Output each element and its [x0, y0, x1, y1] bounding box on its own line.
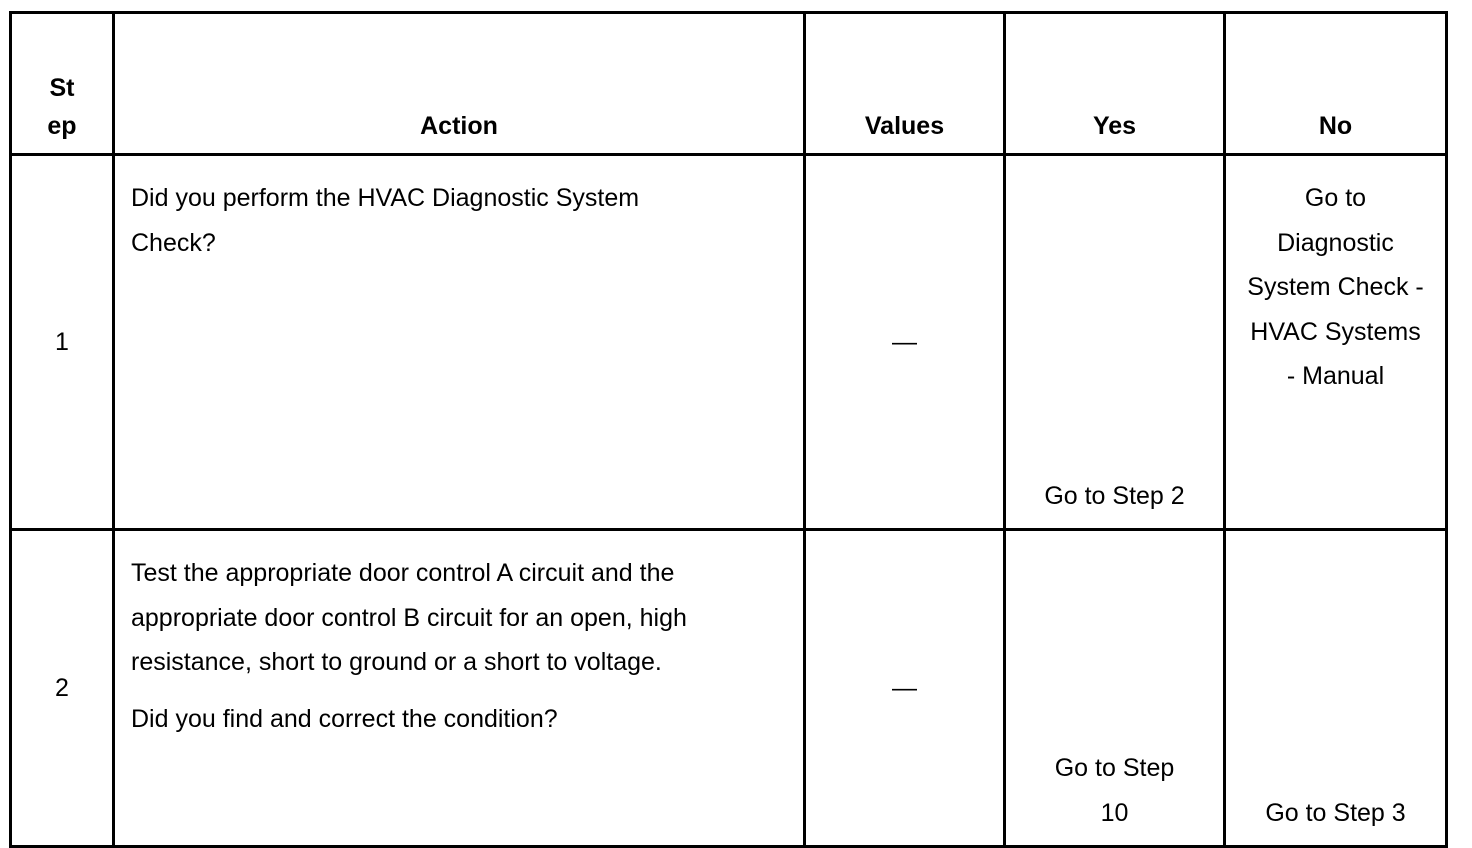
no-link[interactable]: Go to Diagnostic System Check - HVAC Systems - Manual — [1247, 184, 1424, 390]
step-number-cell: 2 — [11, 530, 114, 847]
action-question: Did you find and correct the condition? — [131, 704, 558, 733]
diagnostic-table — [9, 11, 1448, 848]
action-cell — [114, 530, 805, 847]
table-row — [11, 530, 1447, 847]
action-cell — [114, 155, 805, 530]
header-yes — [1005, 13, 1225, 155]
header-no — [1225, 13, 1447, 155]
step-number-cell: 1 — [11, 155, 114, 530]
no-cell — [1225, 155, 1447, 530]
no-link[interactable]: Go to Step 3 — [1265, 798, 1406, 827]
header-action-label: Action — [420, 112, 498, 140]
table-header-row — [11, 13, 1447, 155]
yes-cell — [1005, 155, 1225, 530]
header-values-label: Values — [864, 112, 945, 140]
yes-cell — [1005, 530, 1225, 847]
header-no-label: No — [1318, 112, 1353, 140]
header-values — [805, 13, 1005, 155]
header-yes-label: Yes — [1092, 112, 1137, 140]
table-row — [11, 155, 1447, 530]
header-step — [11, 13, 114, 155]
no-cell — [1225, 530, 1447, 847]
yes-link[interactable]: Go to Step 2 — [1044, 481, 1185, 510]
yes-link[interactable]: Go to Step 10 — [1054, 754, 1175, 827]
action-text: Test the appropriate door control A circuit and the appropriate door control B circuit for an open, high resistance, short to ground or a short to voltage. — [131, 559, 687, 676]
action-text: Did you perform the HVAC Diagnostic System Check? — [131, 184, 640, 257]
header-action — [114, 13, 805, 155]
values-cell: — — [805, 530, 1005, 847]
values-cell: — — [805, 155, 1005, 530]
header-step-label: St ep — [47, 74, 77, 140]
